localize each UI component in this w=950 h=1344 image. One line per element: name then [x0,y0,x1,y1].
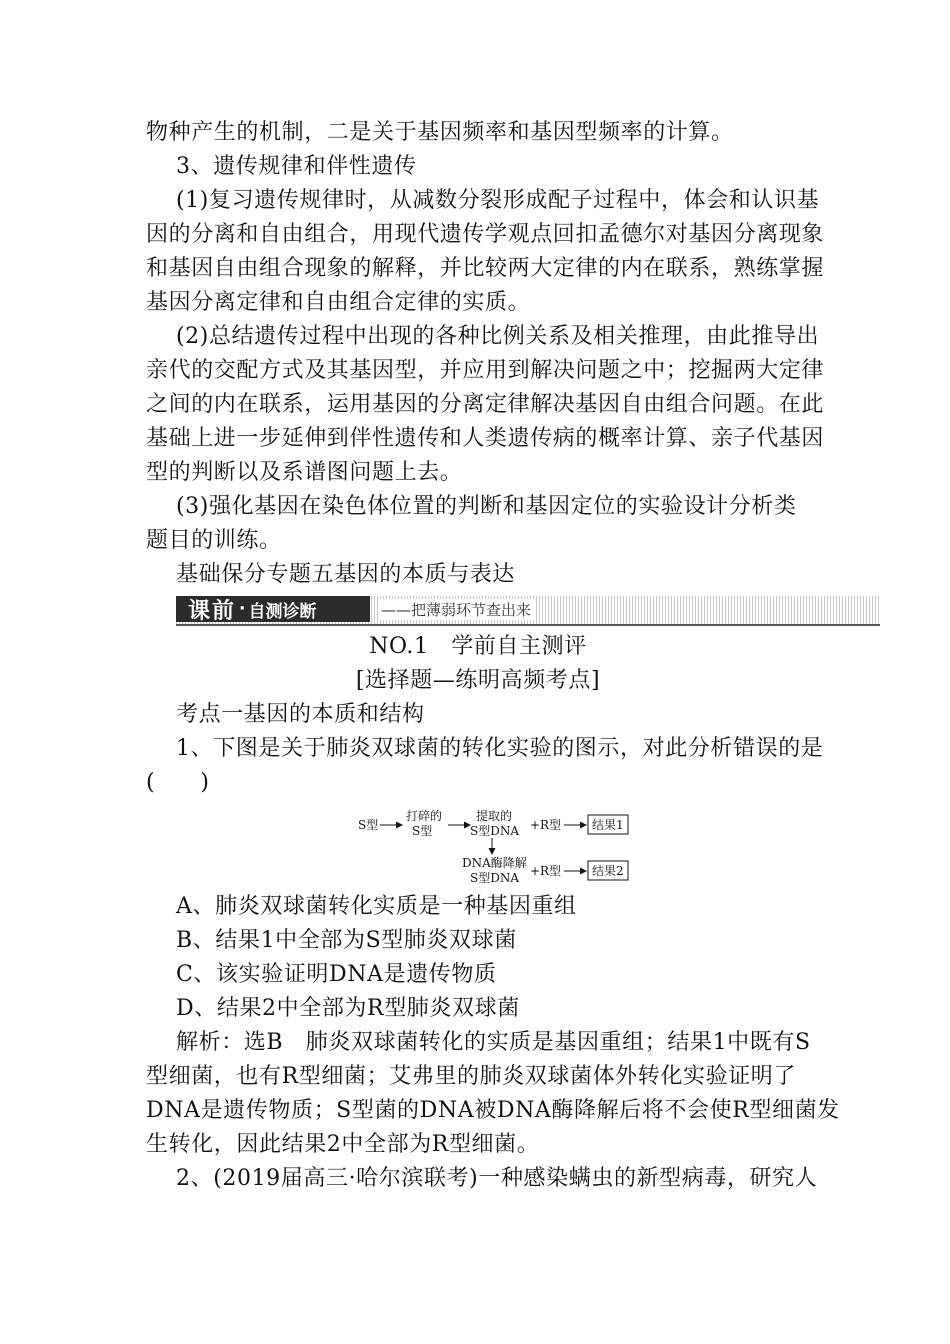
paragraph-line: 基础上进一步延伸到伴性遗传和人类遗传病的概率计算、亲子代基因 [146,426,825,451]
document-body [146,116,840,1196]
label-plus-r-2: +R型 [530,864,562,878]
banner-label [176,596,370,622]
analysis-line: DNA是遗传物质；S型菌的DNA被DNA酶降解后将不会使R型细菌发 [146,1098,840,1123]
question-1-blank: ( ) [146,770,210,795]
options-list [146,890,810,1026]
paragraph-line: 之间的内在联系，运用基因的分离定律解决基因自由组合问题。在此 [146,392,825,417]
option-b: B、结果1中全部为S型肺炎双球菌 [176,928,517,953]
paragraph-1 [146,184,825,320]
option-a: A、肺炎双球菌转化实质是一种基因重组 [176,894,577,919]
paragraph-line: 亲代的交配方式及其基因型，并应用到解决问题之中；挖掘两大定律 [146,358,825,383]
analysis-line: 解析：选B 肺炎双球菌转化的实质是基因重组；结果1中既有S [176,1030,811,1055]
option-c: C、该实验证明DNA是遗传物质 [176,962,497,987]
bracket-heading: [选择题—练明高频考点] [355,668,601,693]
label-result-1: 结果1 [592,818,624,832]
question-2: 2、(2019届高三·哈尔滨联考)一种感染螨虫的新型病毒，研究人 [176,1166,818,1191]
label-plus-r-1: +R型 [530,818,562,832]
topic-title: 基础保分专题五基因的本质与表达 [176,562,516,587]
banner-subtitle: ——把薄弱环节查出来 [378,599,534,620]
paragraph-line: 和基因自由组合现象的解释，并比较两大定律的内在联系，熟练掌握 [146,256,825,281]
paragraph-line: (3)强化基因在染色体位置的判断和基因定位的实验设计分析类 [176,494,797,519]
label-extract-1: 提取的 [476,809,513,823]
question-1: 1、下图是关于肺炎双球菌的转化实验的图示，对此分析错误的是 [176,736,824,761]
section-3-title: 3、遗传规律和伴性遗传 [176,154,417,179]
label-extract-2: S型DNA [470,824,520,838]
label-crushed-1: 打碎的 [406,809,443,823]
kaodian-title: 考点一基因的本质和结构 [176,702,425,727]
section-banner [176,596,880,626]
label-result-2: 结果2 [592,864,624,878]
analysis [146,1026,840,1162]
banner-main: 课前 [188,598,237,624]
banner-sub-main: 自测诊断 [248,601,317,622]
analysis-line: 生转化，因此结果2中全部为R型细菌。 [146,1132,540,1157]
label-s-type: S型 [358,818,379,832]
analysis-line: 型细菌，也有R型细菌；艾弗里的肺炎双球菌体外转化实验证明了 [146,1064,796,1089]
paragraph-line: (1)复习遗传规律时，从减数分裂形成配子过程中，体会和认识基 [176,188,820,213]
label-dnase-1: DNA酶降解 [462,856,527,870]
paragraph-line: 因的分离和自由组合，用现代遗传学观点回扣孟德尔对基因分离现象 [146,222,825,247]
diagram-svg [146,804,810,886]
transformation-diagram [146,804,810,886]
intro-tail: 物种产生的机制，二是关于基因频率和基因型频率的计算。 [146,120,734,145]
paragraph-line: 题目的训练。 [146,528,282,553]
paragraph-line: 基因分离定律和自由组合定律的实质。 [146,290,531,315]
paragraph-3 [146,490,810,558]
banner-dot: · [239,599,246,619]
label-dnase-2: S型DNA [470,871,520,885]
paragraph-2 [146,320,825,490]
paragraph-line: 型的判断以及系谱图问题上去。 [146,460,463,485]
paragraph-line: (2)总结遗传过程中出现的各种比例关系及相关推理，由此推导出 [176,324,820,349]
label-crushed-2: S型 [412,824,433,838]
option-d: D、结果2中全部为R型肺炎双球菌 [176,996,520,1021]
no1-heading: NO.1 学前自主测评 [369,634,587,659]
